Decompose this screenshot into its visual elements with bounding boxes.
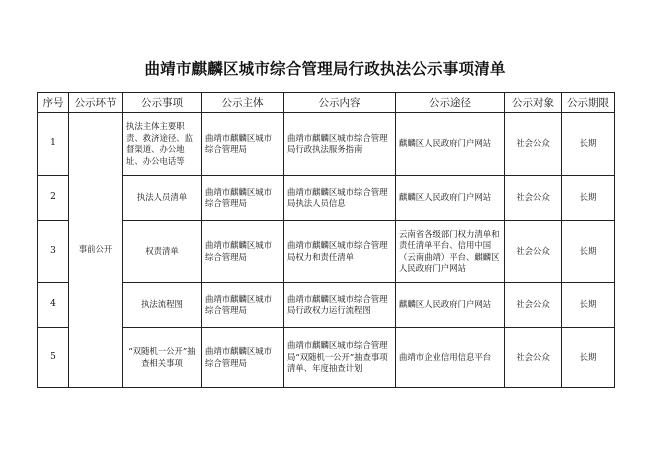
table-row (38, 221, 615, 283)
header-disclosure-audience: 公示对象 (505, 93, 562, 113)
table-row (38, 283, 615, 328)
channel-cell: 麒麟区人民政府门户网站 (396, 113, 505, 176)
period-cell: 长期 (562, 283, 615, 328)
row-number: 5 (38, 328, 69, 388)
stage-cell: 事前公开 (69, 113, 123, 388)
disclosure-table (37, 92, 615, 388)
item-cell: 执法流程图 (123, 283, 202, 328)
item-cell: 执法人员清单 (123, 176, 202, 221)
channel-cell: 曲靖市企业信用信息平台 (396, 328, 505, 388)
channel-cell: 麒麟区人民政府门户网站 (396, 176, 505, 221)
content-cell: 曲靖市麒麟区城市综合管理局“双随机一公开”抽查事项清单、年度抽查计划 (284, 328, 396, 388)
audience-cell: 社会公众 (505, 221, 562, 283)
table-row (38, 113, 615, 176)
subject-cell: 曲靖市麒麟区城市综合管理局 (202, 113, 284, 176)
item-cell: 执法主体主要职责、救济途径、监督渠道、办公地址、办公电话等 (123, 113, 202, 176)
audience-cell: 社会公众 (505, 328, 562, 388)
content-cell: 曲靖市麒麟区城市综合管理局行政执法服务指南 (284, 113, 396, 176)
table-header-row (38, 93, 615, 113)
table-row (38, 328, 615, 388)
period-cell: 长期 (562, 221, 615, 283)
header-serial-number: 序号 (38, 93, 69, 113)
item-cell: 权责清单 (123, 221, 202, 283)
row-number: 1 (38, 113, 69, 176)
subject-cell: 曲靖市麒麟区城市综合管理局 (202, 283, 284, 328)
row-number: 3 (38, 221, 69, 283)
table-row (38, 176, 615, 221)
header-disclosure-channel: 公示途径 (396, 93, 505, 113)
header-disclosure-period: 公示期限 (562, 93, 615, 113)
item-cell: “双随机一公开”抽查相关事项 (123, 328, 202, 388)
period-cell: 长期 (562, 176, 615, 221)
channel-cell: 麒麟区人民政府门户网站 (396, 283, 505, 328)
header-disclosure-content: 公示内容 (284, 93, 396, 113)
header-disclosure-item: 公示事项 (123, 93, 202, 113)
period-cell: 长期 (562, 113, 615, 176)
row-number: 4 (38, 283, 69, 328)
audience-cell: 社会公众 (505, 283, 562, 328)
header-disclosure-stage: 公示环节 (69, 93, 123, 113)
content-cell: 曲靖市麒麟区城市综合管理局行政权力运行流程图 (284, 283, 396, 328)
period-cell: 长期 (562, 328, 615, 388)
audience-cell: 社会公众 (505, 113, 562, 176)
subject-cell: 曲靖市麒麟区城市综合管理局 (202, 176, 284, 221)
channel-cell: 云南省各级部门权力清单和责任清单平台、信用中国（云南曲靖）平台、麒麟区人民政府门户网站 (396, 221, 505, 283)
header-disclosure-subject: 公示主体 (202, 93, 284, 113)
content-cell: 曲靖市麒麟区城市综合管理局执法人员信息 (284, 176, 396, 221)
audience-cell: 社会公众 (505, 176, 562, 221)
document-title: 曲靖市麒麟区城市综合管理局行政执法公示事项清单 (144, 60, 506, 78)
row-number: 2 (38, 176, 69, 221)
subject-cell: 曲靖市麒麟区城市综合管理局 (202, 221, 284, 283)
content-cell: 曲靖市麒麟区城市综合管理局权力和责任清单 (284, 221, 396, 283)
subject-cell: 曲靖市麒麟区城市综合管理局 (202, 328, 284, 388)
